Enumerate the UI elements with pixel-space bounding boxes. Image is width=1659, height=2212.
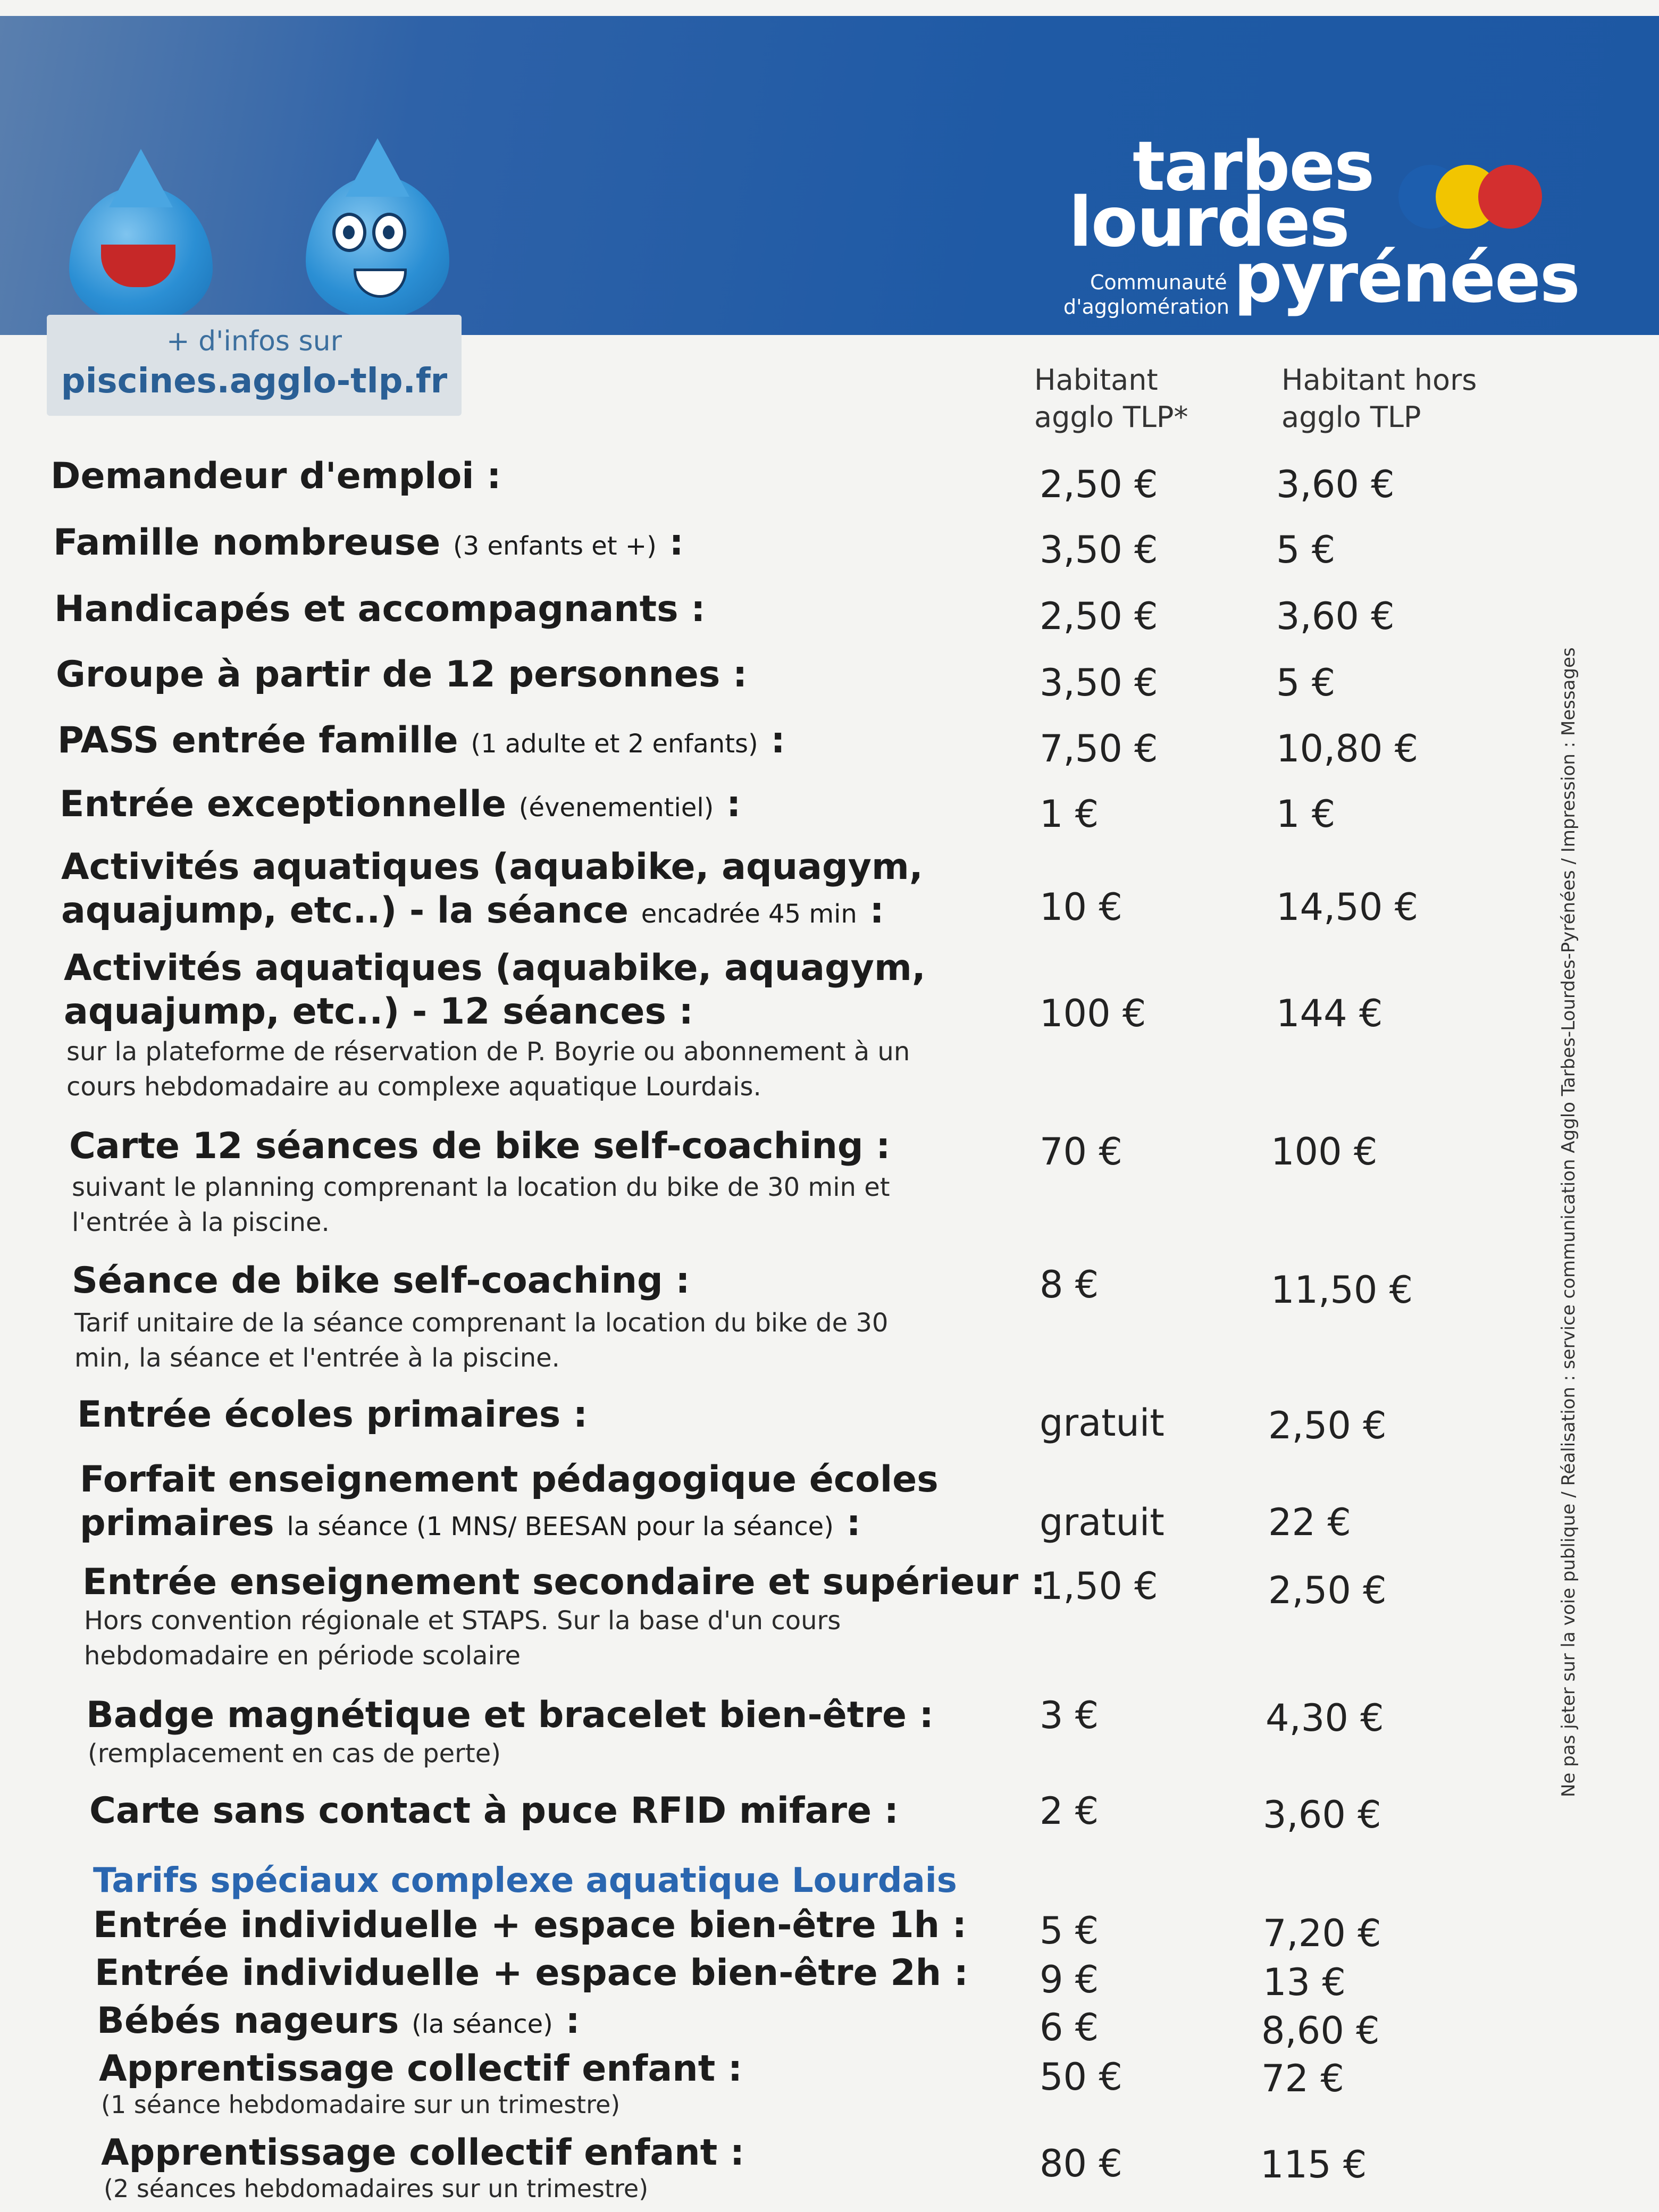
price-non-resident: 2,50 €: [1268, 1404, 1387, 1447]
row-label: Activités aquatiques (aquabike, aquagym, aquajump, etc..) - la séance encadrée 45 min :: [61, 846, 923, 932]
price-non-resident: 3,60 €: [1276, 594, 1395, 638]
row-description: Tarif unitaire de la séance comprenant la location du bike de 30 min, la séance et l'entrée à la piscine.: [74, 1308, 889, 1373]
row-label: Famille nombreuse (3 enfants et +) :: [53, 522, 684, 564]
row-label: Badge magnétique et bracelet bien-être :: [86, 1694, 934, 1736]
price-resident: 1,50 €: [1040, 1564, 1158, 1608]
row-label: Groupe à partir de 12 personnes :: [56, 653, 748, 696]
row-label: Bébés nageurs (la séance) :: [97, 2000, 580, 2042]
logo-sub-2: d'agglomération: [1063, 295, 1229, 319]
row-label: Handicapés et accompagnants :: [54, 588, 706, 630]
price-non-resident: 3,60 €: [1276, 463, 1395, 506]
price-resident: 6 €: [1040, 2006, 1099, 2049]
row-label: Entrée individuelle + espace bien-être 1h :: [93, 1904, 967, 1946]
row-label: Entrée enseignement secondaire et supérieur :: [82, 1561, 1045, 1603]
price-non-resident: 3,60 €: [1263, 1793, 1381, 1837]
price-resident: gratuit: [1040, 1401, 1164, 1445]
price-non-resident: 144 €: [1276, 992, 1383, 1035]
price-non-resident: 5 €: [1276, 661, 1336, 705]
price-resident: 8 €: [1040, 1263, 1099, 1306]
info-label: + d'infos sur: [166, 325, 342, 357]
row-label: Séance de bike self-coaching :: [72, 1260, 690, 1302]
row-label: Carte 12 séances de bike self-coaching :: [69, 1125, 891, 1167]
price-resident: 3 €: [1040, 1694, 1099, 1737]
price-resident: 80 €: [1040, 2142, 1122, 2185]
agglo-logo: [1058, 127, 1590, 330]
price-non-resident: 100 €: [1271, 1130, 1378, 1174]
logo-sub-1: Communauté: [1090, 271, 1227, 294]
price-non-resident: 72 €: [1261, 2057, 1344, 2100]
info-board: [47, 315, 462, 416]
row-label: Demandeur d'emploi :: [51, 455, 501, 497]
price-non-resident: 13 €: [1263, 1960, 1346, 2004]
price-non-resident: 8,60 €: [1261, 2009, 1380, 2052]
row-description: Hors convention régionale et STAPS. Sur la base d'un cours hebdomadaire en période scolaire: [84, 1606, 841, 1671]
row-label: Carte sans contact à puce RFID mifare :: [89, 1790, 899, 1832]
row-label: Forfait enseignement pédagogique écoles primaires la séance (1 MNS/ BEESAN pour la séance) :: [80, 1459, 939, 1544]
price-resident: 7,50 €: [1040, 727, 1158, 770]
row-description: (remplacement en cas de perte): [88, 1739, 501, 1769]
price-non-resident: 10,80 €: [1276, 727, 1419, 770]
price-resident: 2 €: [1040, 1789, 1099, 1833]
row-label: Activités aquatiques (aquabike, aquagym, aquajump, etc..) - 12 séances :: [64, 947, 926, 1033]
price-resident: 3,50 €: [1040, 661, 1158, 705]
row-label: PASS entrée famille (1 adulte et 2 enfants) :: [57, 719, 785, 761]
price-resident: 50 €: [1040, 2055, 1122, 2099]
price-resident: 10 €: [1040, 885, 1122, 929]
price-non-resident: 4,30 €: [1266, 1696, 1384, 1740]
price-non-resident: 7,20 €: [1263, 1912, 1381, 1955]
price-non-resident: 14,50 €: [1276, 885, 1419, 929]
price-resident: 5 €: [1040, 1909, 1099, 1953]
price-non-resident: 115 €: [1260, 2143, 1367, 2186]
price-non-resident: 22 €: [1268, 1501, 1351, 1544]
logo-word-tarbes: tarbes: [1133, 127, 1374, 206]
row-label: Entrée écoles primaires :: [77, 1394, 588, 1436]
price-non-resident: 5 €: [1276, 528, 1336, 572]
price-non-resident: 1 €: [1276, 792, 1336, 836]
row-description: suivant le planning comprenant la location du bike de 30 min et l'entrée à la piscine.: [72, 1172, 890, 1237]
column-header-resident: Habitant agglo TLP*: [1034, 363, 1188, 434]
price-resident: 9 €: [1040, 1958, 1099, 2001]
website-link[interactable]: piscines.agglo-tlp.fr: [61, 362, 448, 401]
row-label: Apprentissage collectif enfant :: [101, 2132, 745, 2174]
row-description: sur la plateforme de réservation de P. Boyrie ou abonnement à un cours hebdomadaire au complexe aquatique Lourdais.: [66, 1037, 910, 1102]
price-resident: 2,50 €: [1040, 463, 1158, 506]
logo-word-pyrenees: pyrénées: [1234, 239, 1579, 318]
price-resident: 2,50 €: [1040, 594, 1158, 638]
row-label: Entrée exceptionnelle (évenementiel) :: [60, 783, 741, 825]
price-non-resident: 2,50 €: [1268, 1569, 1387, 1612]
special-section-title: Tarifs spéciaux complexe aquatique Lourdais: [93, 1861, 957, 1900]
row-label: Apprentissage collectif enfant :: [99, 2048, 743, 2090]
legal-side-text: Ne pas jeter sur la voie publique / Réalisation : service communication Agglo Tarbes-Lourdes-Pyrénées / Impression : Messages: [1558, 647, 1579, 1797]
row-description: (1 séance hebdomadaire sur un trimestre): [101, 2090, 621, 2119]
price-resident: 3,50 €: [1040, 528, 1158, 572]
price-resident: 70 €: [1040, 1130, 1122, 1174]
row-description: (2 séances hebdomadaires sur un trimestre): [104, 2174, 649, 2203]
price-resident: 1 €: [1040, 792, 1099, 836]
logo-word-lourdes: lourdes: [1069, 183, 1349, 262]
price-non-resident: 11,50 €: [1271, 1268, 1413, 1312]
logo-dot-red: [1478, 165, 1542, 229]
row-label: Entrée individuelle + espace bien-être 2h :: [95, 1952, 968, 1994]
price-resident: 100 €: [1040, 992, 1146, 1035]
price-resident: gratuit: [1040, 1501, 1164, 1544]
column-header-non-resident: Habitant hors agglo TLP: [1281, 363, 1477, 434]
